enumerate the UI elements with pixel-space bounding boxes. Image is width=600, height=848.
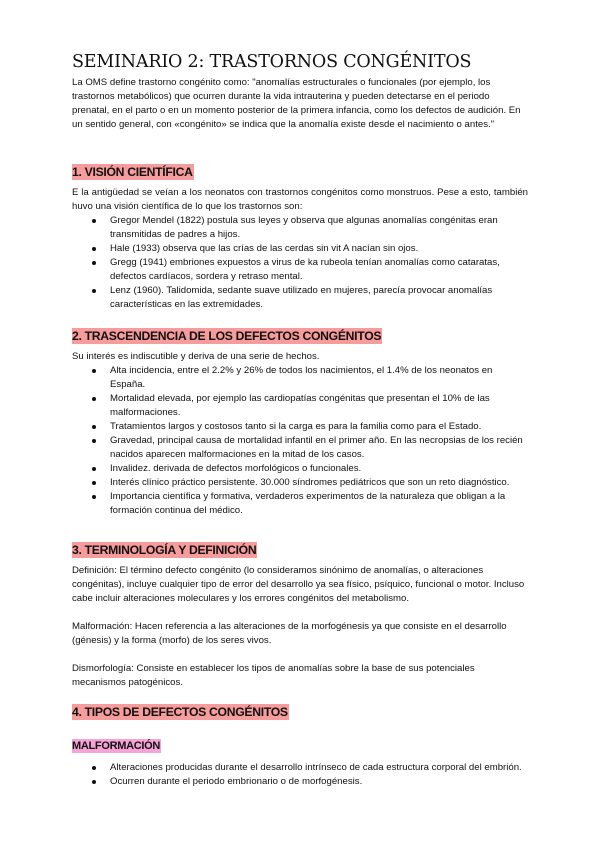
list-item: Lenz (1960). Talidomida, sedante suave utilizado en mujeres, parecía provocar anomalías características en las extremidades. (110, 284, 528, 312)
section-2-heading-text: 2. TRASCENDENCIA DE LOS DEFECTOS CONGÉNITOS (72, 329, 382, 343)
section-1-body (72, 186, 528, 312)
list-item: Gregor Mendel (1822) postula sus leyes y observa que algunas anomalías congénitas eran transmitidas de padres a hijos. (110, 214, 528, 242)
list-item: Alteraciones producidas durante el desarrollo intrínseco de cada estructura corporal del embrión. (110, 761, 528, 775)
section-3-heading (72, 542, 257, 558)
definition-paragraph: Definición: El término defecto congénito (lo consideramos sinónimo de anomalías, o alteraciones congénitas), incluye cualquier tipo de error del desarrollo ya sea físico, psíquico, funcional o motor. Incluso cabe incluir alteraciones moleculares y los errores congénitos del metabolismo. (72, 565, 525, 604)
malformation-subheading (72, 738, 161, 754)
section-2-list (72, 364, 528, 518)
section-4-list (72, 761, 528, 789)
section-2-paragraph: Su interés es indiscutible y deriva de una serie de hechos. (72, 351, 320, 362)
section-1-heading-text: 1. VISIÓN CIENTÍFICA (72, 165, 193, 179)
malformation-subheading-text: MALFORMACIÓN (72, 740, 161, 752)
list-item: Mortalidad elevada, por ejemplo las cardiopatías congénitas que presentan el 10% de las malformaciones. (110, 392, 528, 420)
list-item: Invalidez. derivada de defectos morfológicos o funcionales. (110, 462, 528, 476)
list-item: Alta incidencia, entre el 2.2% y 26% de todos los nacimientos, el 1.4% de los neonatos en España. (110, 364, 528, 392)
section-1-list (72, 214, 528, 312)
dysmorphology-paragraph: Dismorfología: Consiste en establecer los tipos de anomalías sobre la base de sus potenciales mecanismos patogénicos. (72, 663, 475, 688)
document-title: SEMINARIO 2: TRASTORNOS CONGÉNITOS (72, 52, 472, 72)
malformation-paragraph: Malformación: Hacen referencia a las alteraciones de la morfogénesis ya que consiste en el desarrollo (génesis) y la forma (morfo) de los seres vivos. (72, 621, 507, 646)
section-3-body (72, 564, 528, 690)
intro-text: La OMS define trastorno congénito como: "anomalías estructurales o funcionales (por ejemplo, los trastornos metabólicos) que ocurren durante la vida intrauterina y pueden detectarse en el periodo prenatal, en el parto o en un momento posterior de la primera infancia, como los defectos de audición. En un sentido general, con «congénito» se indica que la anomalía existe desde el nacimiento o antes." (72, 77, 521, 130)
list-item: Gravedad, principal causa de mortalidad infantil en el primer año. En las necropsias de los recién nacidos aparecen malformaciones en la mitad de los casos. (110, 434, 528, 462)
list-item: Ocurren durante el periodo embrionario o de morfogénesis. (110, 775, 528, 789)
list-item: Gregg (1941) embriones expuestos a virus de ka rubeola tenían anomalías como cataratas, defectos cardíacos, sordera y retraso mental. (110, 256, 528, 284)
list-item: Hale (1933) observa que las crías de las cerdas sin vit A nacían sin ojos. (110, 242, 528, 256)
section-4-body (72, 761, 528, 789)
section-1-paragraph: E la antigüedad se veían a los neonatos con trastornos congénitos como monstruos. Pese a esto, también huvo una visión científica de lo que los trastornos son: (72, 187, 528, 212)
section-1-heading (72, 164, 194, 180)
list-item: Importancia científica y formativa, verdaderos experimentos de la naturaleza que obligan a la formación continua del médico. (110, 490, 528, 518)
section-2-heading (72, 328, 382, 344)
list-item: Tratamientos largos y costosos tanto si la carga es para la familia como para el Estado. (110, 420, 528, 434)
intro-paragraph (72, 76, 528, 132)
section-4-heading (72, 704, 289, 720)
section-2-body (72, 350, 528, 518)
list-item: Interés clínico práctico persistente. 30.000 síndromes pediátricos que son un reto diagnóstico. (110, 476, 528, 490)
section-4-heading-text: 4. TIPOS DE DEFECTOS CONGÉNITOS (72, 705, 288, 719)
section-3-heading-text: 3. TERMINOLOGÍA Y DEFINICIÓN (72, 543, 257, 557)
